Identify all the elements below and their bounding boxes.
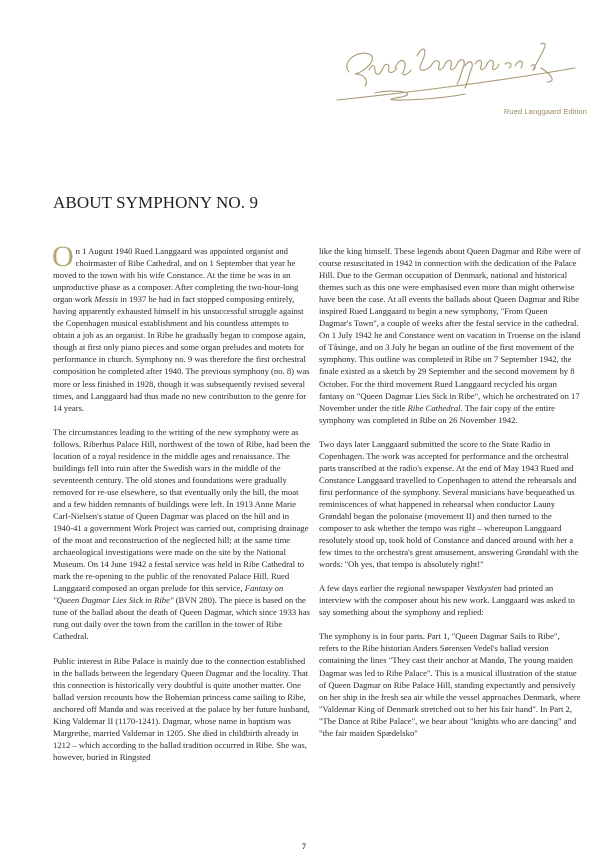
page-number: 7 xyxy=(302,842,306,851)
text: (BVN 280). The piece is based on the tune of the ballad about the death of Queen Dagmar, which since 1933 has rung out daily over the town from the carillon in the tower of Ribe Cathedral. xyxy=(53,595,310,642)
text: n 1 August 1940 Rued Langgaard was appointed organist and choirmaster of Ribe Cathedral, and on 1 September that year he moved to the town with his wife Constance. At the time he was in an unproductive phase as a composer. After completing the two-hour-long organ work xyxy=(53,246,299,305)
paragraph xyxy=(52,240,311,414)
paragraph: Two days later Langgaard submitted the score to the State Radio in Copenhagen. The work was accepted for performance and the orchestral parts transcribed at the radio's expense. At the end of May 1943 Rued and Constance Langgaard travelled to Copenhagen to attend the rehearsals and first performance of the symphony. Several musicians have bequeathed us reminiscences of what happened in rehearsal when conductor Launy Grøndahl began the polonaise (movement II) and then turned to the composer to ask whether the tempo was right – whereupon Langgaard resolutely stood up, took hold of Constance and danced around with her a few times to the orchestra's great amusement, answering Grøndahl with the words: "Oh yes, that tempo is absolutely right!" xyxy=(319,438,579,570)
signature-icon xyxy=(335,38,595,113)
newspaper-title: Vestkysten xyxy=(466,583,502,594)
text: like the king himself. These legends about Queen Dagmar and Ribe were of course resuscitated in 1942 in connection with the dedication of the Palace Hill. Due to the German occupation of Denmark, national and historical themes such as this one were emphasised even more than might otherwise have been the case. At all events the ballads about Queen Dagmar and Ribe inspired Rued Langgaard to begin a new symphony, "From Queen Dagmar's Town", a couple of weeks after the festal service in the cathedral. On 1 July 1942 he and Constance went on vacation in Troense on the island of Tåsinge, and on 3 July he began an outline of the first movement of the symphony. This outline was completed in Ribe on 7 September 1942, the finale existed as a sketch by 29 September and the second movement by 8 October. For the third movement Rued Langgaard recycled his organ fantasy on "Queen Dagmar Lies Sick in Ribe", which he orchestrated on 17 November under the title xyxy=(319,246,581,413)
text: had printed an interview with the composer about his new work. Langgaard was asked to say something about the symphony and replied: xyxy=(319,583,575,618)
page-title: ABOUT SYMPHONY NO. 9 xyxy=(53,193,259,212)
work-title: Fantasy on "Queen Dagmar Lies Sick in Ribe" xyxy=(53,583,284,606)
paragraph xyxy=(53,426,311,643)
right-column xyxy=(319,245,581,751)
paragraph: The symphony is in four parts. Part 1, "Queen Dagmar Sails to Ribe", refers to the Ribe historian Anders Sørensen Vedel's ballad version containing the lines "They cast their anchor at Mandø, The young maiden Dagmar was led to Ribe Palace". This is a musical illustration of the statue of Queen Dagmar on Ribe Palace Hill, standing expectantly and pensively on her ship in the fresh sea air while the vessel approaches Denmark, where "Valdemar King of Denmark stretched out to her his fair hand". In Part 2, "The Dance at Ribe Palace", we hear about "knights who are dancing" and "the fair maiden Spædelsko" xyxy=(319,631,581,738)
work-title: Ribe Cathedral xyxy=(407,402,461,413)
paragraph: Public interest in Ribe Palace is mainly due to the connection established in the ballads between the legendary Queen Dagmar and the locality. That this connection is historically very doubtful is quite another matter. One ballad version recounts how the Bohemian princess came sailing to Ribe, anchored off Mandø and was received at the palace by her future husband, King Valdemar II (1170-1241). Dagmar, whose name in baptism was Margrethe, married Valdemar in 1205. She died in childbirth already in 1212 – which according to the ballad tradition occurred in Ribe. She was, however, buried in Ringsted xyxy=(53,655,310,762)
paragraph xyxy=(319,582,581,618)
text: A few days earlier the regional newspaper xyxy=(319,583,467,594)
work-title: Messis xyxy=(94,294,119,305)
edition-label: Rued Langgaard Edition xyxy=(503,107,587,116)
drop-cap: O xyxy=(52,240,74,273)
text: in 1937 he had in fact stopped composing entirely, having apparently exhausted himself in his unsuccessful struggle against the Copenhagen musical establishment and his countless attempts to obtain a job as an organist. In Ribe he gradually began to compose again, though at first only piano pieces and some organ preludes and motets for performance in church. Symphony no. 9 was therefore the first orchestral composition he completed after 1940. The previous symphony (no. 8) was more or less finished in 1928, though it was subsequently revised several times, and Langgaard had thus made no new contribution to the genre for 14 years. xyxy=(53,294,310,413)
text: The circumstances leading to the writing of the new symphony were as follows. Riberhus Palace Hill, northwest of the town of Ribe, had been the location of a royal residence in the middle ages and renaissance. The buildings fell into ruin after the Swedish wars in the middle of the seventeenth century. The old stones and foundations were gradually removed for re-use elsewhere, so that eventually only the hill, the moat and a few hidden remnants of buildings were left. In 1913 Anne Marie Carl-Nielsen's statue of Queen Dagmar was placed on the hill and in 1940-41 a government Work Project was carried out, comprising drainage of the moat and reconstruction of the neglected hill; at the same time archaeological investigations were made on the site by the National Museum. On 14 June 1942 a festal service was held in Ribe Cathedral to mark the re-opening to the public of the renovated Palace Hill. Rued Langgaard composed an organ prelude for this service, xyxy=(53,426,311,594)
paragraph xyxy=(319,245,581,426)
signature-logo xyxy=(335,38,595,118)
left-column xyxy=(52,240,311,775)
text: . The fair copy of the entire symphony was completed in Ribe on 26 November 1942. xyxy=(319,402,556,425)
